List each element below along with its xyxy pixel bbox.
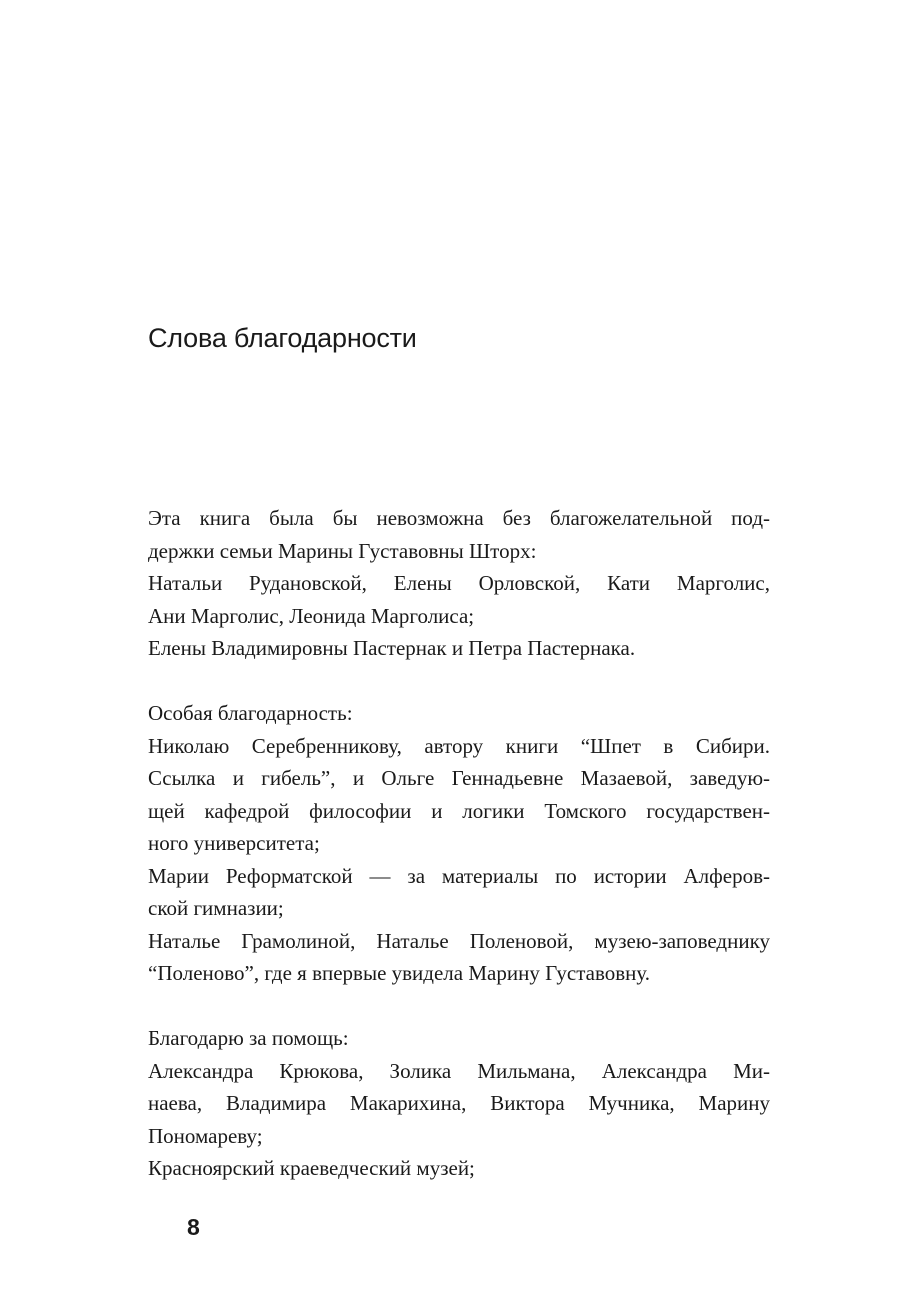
paragraph-family	[148, 502, 770, 665]
page-number: 8	[187, 1214, 200, 1240]
text-line: Николаю Серебренникову, автору книги “Шпет в Сибири.	[148, 733, 770, 758]
text-line: Эта книга была бы невозможна без благожелательной под-	[148, 506, 770, 530]
text-line: ской гимназии;	[148, 896, 284, 920]
text-line: Особая благодарность:	[148, 701, 353, 725]
text-line: Натальи Рудановской, Елены Орловской, Кати Марголис,	[148, 571, 770, 595]
text-line: щей кафедрой философии и логики Томского государствен-	[148, 798, 770, 823]
paragraph-special-thanks	[148, 697, 770, 990]
page-title: Слова благодарности	[148, 323, 417, 353]
text-line: Ани Марголис, Леонида Марголиса;	[148, 603, 475, 628]
text-line: наева, Владимира Макарихина, Виктора Мучника, Марину	[148, 1091, 770, 1115]
text-line: Александра Крюкова, Золика Мильмана, Александра Ми-	[148, 1058, 770, 1083]
text-line: Пономареву;	[148, 1123, 263, 1148]
text-line: “Поленово”, где я впервые увидела Марину Густавовну.	[148, 961, 651, 985]
text-line: Наталье Грамолиной, Наталье Поленовой, музею-заповеднику	[148, 928, 770, 953]
text-line: Благодарю за помощь:	[148, 1026, 349, 1050]
text-line: Красноярский краеведческий музей;	[148, 1156, 475, 1180]
paragraph-help-thanks	[148, 1022, 770, 1185]
text-line: Марии Реформатской — за материалы по истории Алферов-	[148, 863, 770, 888]
acknowledgements-text	[148, 502, 770, 1185]
text-line: ного университета;	[148, 831, 320, 855]
text-line: Елены Владимировны Пастернак и Петра Пастернака.	[148, 636, 636, 660]
text-line: Ссылка и гибель”, и Ольге Геннадьевне Мазаевой, заведую-	[148, 766, 770, 790]
text-line: держки семьи Марины Густавовны Шторх:	[148, 538, 537, 563]
